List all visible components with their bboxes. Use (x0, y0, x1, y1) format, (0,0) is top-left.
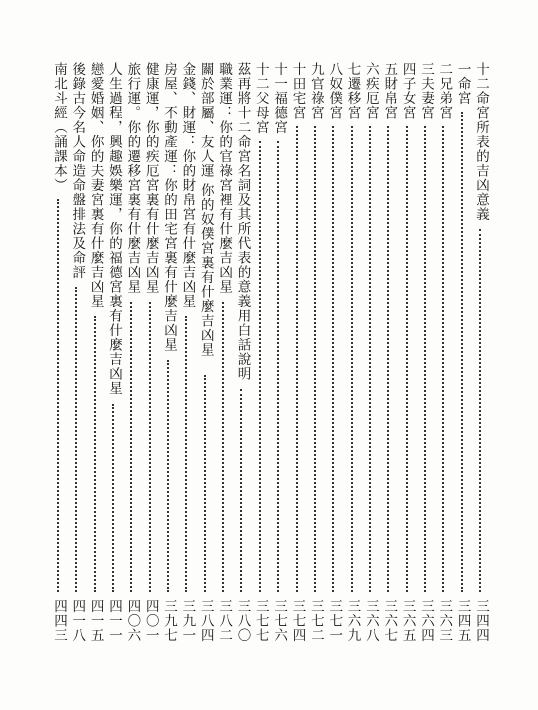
toc-leader-dots (296, 126, 298, 592)
toc-entry-page: 三七一 (326, 598, 343, 642)
toc-leader-dots (479, 229, 481, 593)
toc-leader-dots (387, 126, 389, 592)
toc-entry-page: 三八四 (197, 598, 214, 642)
toc-leader-dots (314, 126, 316, 592)
toc-entry-page: 四〇一 (142, 598, 159, 642)
toc-entry-page: 三六五 (399, 598, 416, 642)
toc-entry (48, 62, 70, 642)
toc-leader-dots (149, 302, 151, 593)
toc-entry-page: 四一五 (87, 598, 104, 642)
toc-entry-title: 關於部屬、友人運 你的奴僕宮裏有什麼吉凶星 (197, 62, 214, 358)
toc-leader-dots (351, 126, 353, 592)
toc-entry-page: 三八二 (216, 598, 233, 642)
toc-entry-page: 三六三 (436, 598, 453, 642)
toc-entry-page: 四〇六 (124, 598, 141, 642)
toc-entry-title: 三夫妻宮 (417, 62, 434, 120)
toc-leader-dots (461, 112, 463, 592)
toc-entry-page: 三四五 (454, 598, 471, 642)
toc-entry-title: 十二父母宮 (252, 62, 269, 135)
toc-entry-page: 三七二 (307, 598, 324, 642)
toc-leader-dots (424, 126, 426, 592)
toc-entry-title: 五財帛宮 (381, 62, 398, 120)
toc-entry-title: 旅行運。你的遷移宮裏有什麼吉凶星 (124, 62, 141, 294)
toc-entry-title: 十二命宮所表的吉凶意義 (473, 62, 489, 222)
toc-entry-title: 茲再將十二命宮名詞及其所代表的意義用白話說明 (234, 62, 251, 381)
toc-entry-title: 後錄古今名人命造命盤排法及命評 (69, 62, 86, 280)
toc-entry-title: 二兄弟宮 (436, 62, 453, 120)
toc-entry-title: 戀愛婚姻、你的夫妻宮裏有什麼吉凶星 (87, 62, 104, 309)
toc-leader-dots (259, 141, 261, 592)
toc-entry-title: 十田宅宮 (289, 62, 306, 120)
toc-entry-page: 三九七 (161, 598, 178, 642)
toc-entry-title: 六疾厄宮 (362, 62, 379, 120)
toc-entry-title: 人生過程，興趣娛樂運，你的福德宮裏有什麼吉凶星 (106, 62, 122, 396)
toc-leader-dots (406, 126, 408, 592)
toc-leader-dots (94, 316, 96, 592)
toc-leader-dots (130, 302, 132, 593)
toc-leader-dots (240, 389, 242, 592)
toc-entry-page: 四四三 (50, 598, 67, 642)
toc-entry-title: 四子女宮 (399, 62, 416, 120)
toc-entry-page: 三六九 (344, 598, 361, 642)
toc-entry-title: 職業運：你的官祿宮裡有什麼吉凶星 (216, 62, 233, 294)
toc-entry-page: 三七四 (289, 598, 306, 642)
toc-leader-dots (75, 287, 77, 592)
toc-entry-page: 三七七 (252, 598, 269, 642)
toc-leader-dots (442, 126, 444, 592)
toc-leader-dots (204, 375, 206, 593)
toc-leader-dots (277, 141, 279, 592)
toc-entry-page: 四一一 (106, 598, 122, 642)
toc-entry-page: 三九一 (179, 598, 196, 642)
toc-entry-page: 三六七 (381, 598, 398, 642)
toc-entry-page: 三六四 (417, 598, 434, 642)
toc-entry-title: 一命宮 (454, 62, 471, 106)
toc-entry-title: 金錢、財運：你的財帛宮有什麼吉凶星 (179, 62, 196, 309)
toc-entry-title: 九官祿宮 (307, 62, 324, 120)
toc-leader-dots (112, 404, 114, 592)
toc-entry-title: 健康運，你的疾厄宮裏有什麼吉凶星 (142, 62, 159, 294)
toc-entry-title: 南北斗經（誦課本） (50, 62, 67, 193)
toc-entry-page: 三四四 (473, 598, 489, 642)
toc-entry-title: 七遷移宮 (344, 62, 361, 120)
toc-entry-title: 房屋、不動產運：你的田宅宮裏有什麼吉凶星 (161, 62, 178, 352)
toc-entry-title: 八奴僕宮 (326, 62, 343, 120)
toc-entry-page: 三六八 (362, 598, 379, 642)
toc-leader-dots (222, 302, 224, 593)
toc-leader-dots (332, 126, 334, 592)
toc-leader-dots (369, 126, 371, 592)
toc-entry-page: 四一八 (69, 598, 86, 642)
toc-leader-dots (57, 199, 59, 592)
toc-leader-dots (167, 360, 169, 592)
toc-leader-dots (185, 316, 187, 592)
toc-entry-page: 三七六 (271, 598, 288, 642)
toc-entry-page: 三八〇 (234, 598, 251, 642)
toc-entry-title: 十一福德宮 (271, 62, 288, 135)
